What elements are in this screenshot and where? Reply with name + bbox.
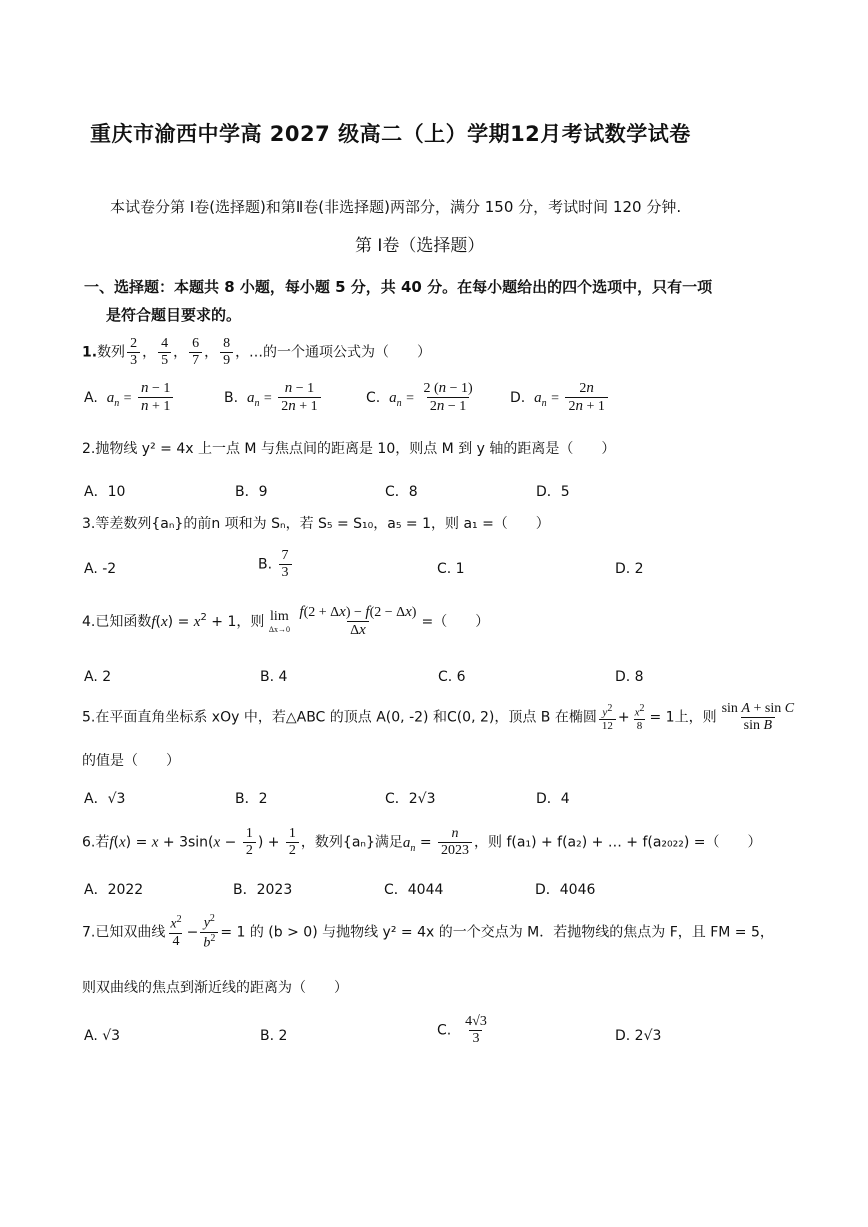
q5-option-d: D．4 — [536, 791, 570, 807]
q3-option-d: D. 2 — [615, 561, 644, 577]
q7-option-c: C. $\frac{4√3}{3}$ — [437, 1014, 487, 1047]
q4-option-b: B. 4 — [260, 669, 288, 685]
part-heading: 第 Ⅰ卷（选择题） — [355, 236, 485, 256]
q1-option-d: D. $a_n$ = $\frac{2n}{2n + 1}$ — [510, 380, 610, 416]
q1-frac-3: $\frac{6}{7}$ — [189, 336, 202, 369]
q7-option-a: A. √3 — [84, 1028, 121, 1044]
q5-option-c: C．2√3 — [385, 791, 436, 807]
q2-option-d: D．5 — [536, 484, 570, 500]
q1-option-a: A. $a_n$ = $\frac{n - 1}{n + 1}$ — [84, 380, 175, 416]
q1-frac-2: $\frac{4}{5}$ — [158, 336, 171, 369]
q1-frac-4: $\frac{8}{9}$ — [220, 336, 233, 369]
question-2: 2.抛物线 y² = 4x 上一点 M 与焦点间的距离是 10，则点 M 到 y 轴的距离是（ ） — [82, 441, 616, 457]
question-6: 6.若f(x) = x + 3sin(x − $\frac{1}{2}$ ) + $\frac{1}{2}$ ，数列{aₙ}满足$a_n$ = $\frac{n}{2023}$ ，则 f(a₁) + f(a₂) + … + f(a₂₀₂₂) =（ ） — [82, 826, 762, 859]
q3-option-a: A. -2 — [84, 561, 117, 577]
q5-option-a: A．√3 — [84, 791, 126, 807]
question-5-line2: 的值是（ ） — [82, 753, 180, 769]
question-5: 5.在平面直角坐标系 xOy 中，若△ABC 的顶点 A(0, -2) 和C(0, 2)，顶点 B 在椭圆 $\frac{y^2}{12}$ + $\frac{x^2}{8}$ = 1上，则 $\frac{\text{sin A + sin C}}{\text{sin B}}$ — [82, 701, 795, 734]
q3-option-c: C. 1 — [437, 561, 465, 577]
q1-text: 数列 — [97, 344, 126, 361]
q2-option-a: A．10 — [84, 484, 126, 500]
section-heading-line2: 是符合题目要求的。 — [106, 306, 242, 324]
q2-option-b: B．9 — [235, 484, 268, 500]
q7-option-d: D. 2√3 — [615, 1028, 662, 1044]
q6-option-a: A．2022 — [84, 882, 144, 898]
q4-option-d: D. 8 — [615, 669, 644, 685]
q6-option-c: C．4044 — [384, 882, 444, 898]
section-heading-line1: 一、选择题：本题共 8 小题，每小题 5 分，共 40 分。在每小题给出的四个选项中，只有一项 — [84, 278, 713, 296]
q1-text-tail: ，…的一个通项公式为（ ） — [235, 344, 432, 361]
q5-option-b: B．2 — [235, 791, 268, 807]
q1-option-c: C. $a_n$ = $\frac{2 (n - 1)}{2n - 1}$ — [366, 380, 473, 415]
q6-option-d: D．4046 — [535, 882, 596, 898]
q2-option-c: C．8 — [385, 484, 418, 500]
q3-option-b: B. $\frac{7}{3}$ — [258, 548, 294, 581]
question-7: 7.已知双曲线 $\frac{x^2}{4}$ − $\frac{y^2}{b^2}$ = 1 的 (b > 0) 与抛物线 y² = 4x 的一个交点为 M．若抛物线的焦点为 F，且 FM = 5， — [82, 913, 774, 951]
q4-option-c: C. 6 — [438, 669, 466, 685]
exam-intro: 本试卷分第 Ⅰ卷(选择题)和第Ⅱ卷(非选择题)两部分，满分 150 分，考试时间 120 分钟. — [110, 198, 682, 216]
question-1: 1.数列 $\frac{2}{3}$ ， $\frac{4}{5}$ ， $\frac{6}{7}$ ， $\frac{8}{9}$ ，…的一个通项公式为（ ） — [82, 336, 432, 369]
question-3: 3.等差数列{aₙ}的前n 项和为 Sₙ，若 S₅ = S₁₀，a₅ = 1，则 a₁ =（ ） — [82, 516, 550, 532]
question-7-line2: 则双曲线的焦点到渐近线的距离为（ ） — [82, 980, 348, 996]
q1-number: 1. — [82, 344, 98, 361]
q1-frac-1: $\frac{2}{3}$ — [127, 336, 140, 369]
question-4: 4.已知函数$f(x) = x^2 + 1$，则 lim Δx→0 $\frac{f(2 + \Delta x) - f(2 - \Delta x)}{\Delta x}$ =（ ） — [82, 604, 490, 639]
q4-option-a: A. 2 — [84, 669, 112, 685]
q1-option-b: B. $a_n$ = $\frac{n - 1}{2n + 1}$ — [224, 380, 323, 416]
q6-option-b: B．2023 — [233, 882, 293, 898]
q7-option-b: B. 2 — [260, 1028, 288, 1044]
exam-title: 重庆市渝西中学高 2027 级高二（上）学期12月考试数学试卷 — [90, 122, 691, 146]
